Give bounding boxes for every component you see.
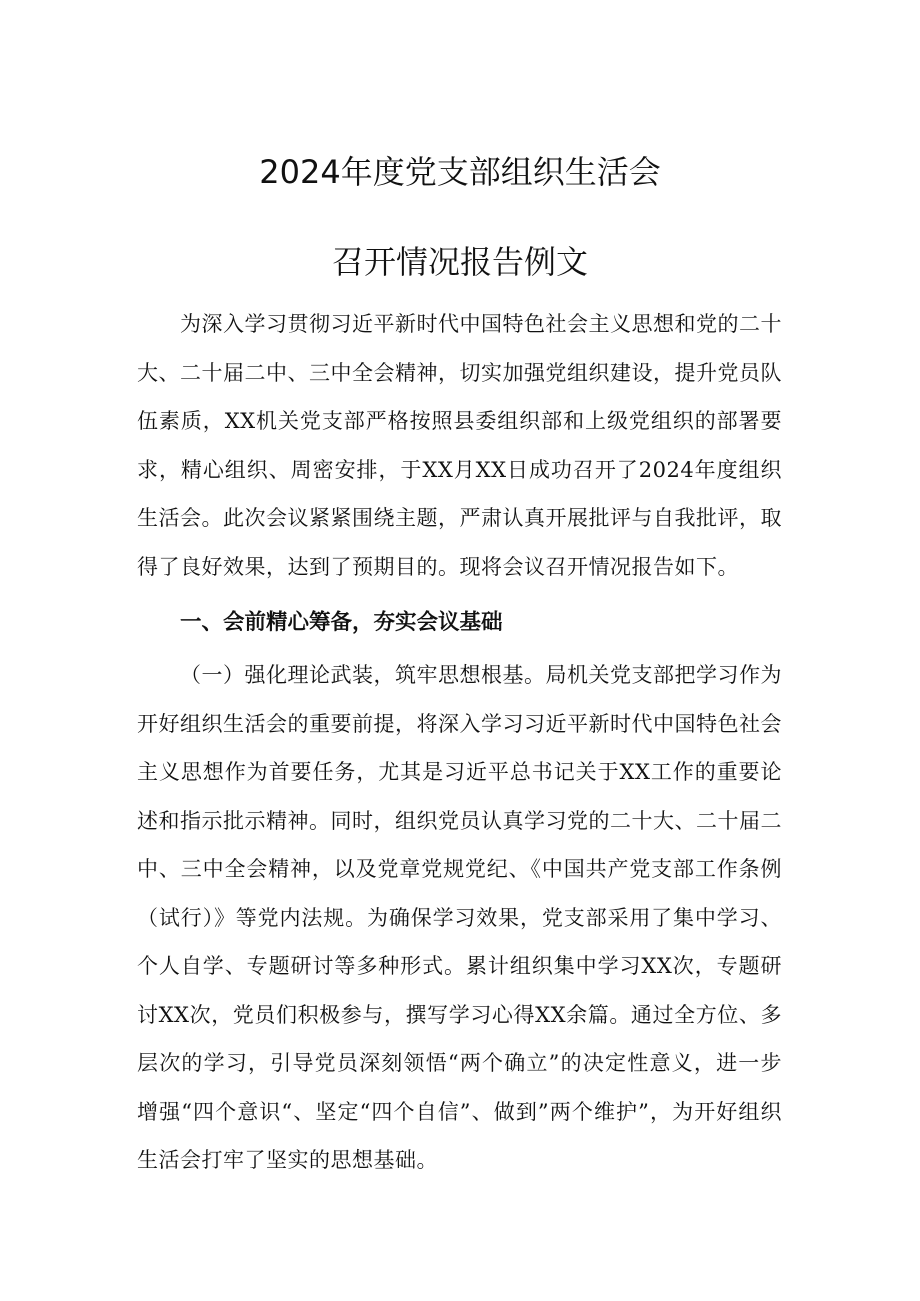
intro-paragraph: 为深入学习贯彻习近平新时代中国特色社会主义思想和党的二十大、二十届二中、三中全会精神，切实加强党组织建设，提升党员队伍素质，XX机关党支部严格按照县委组织部和上级党组织的部署要求，精心组织、周密安排，于XX月XX日成功召开了2024年度组织生活会。此次会议紧紧围绕主题，严肃认真开展批评与自我批评，取得了良好效果，达到了预期目的。现将会议召开情况报告如下。	[137, 312, 782, 579]
section-heading-1: 一、会前精心筹备，夯实会议基础	[180, 610, 503, 635]
document-title-line-2: 召开情况报告例文	[331, 243, 588, 281]
document-title-line-1: 2024年度党支部组织生活会	[259, 153, 661, 191]
section-1-paragraph-1: （一）强化理论武装，筑牢思想根基。局机关党支部把学习作为开好组织生活会的重要前提，将深入学习习近平新时代中国特色社会主义思想作为首要任务，尤其是习近平总书记关于XX工作的重要论述和指示批示精神。同时，组织党员认真学习党的二十大、二十届二中、三中全会精神，以及党章党规党纪、《中国共产党支部工作条例（试行）》等党内法规。为确保学习效果，党支部采用了集中学习、个人自学、专题研讨等多种形式。累计组织集中学习XX次，专题研讨XX次，党员们积极参与，撰写学习心得XX余篇。通过全方位、多层次的学习，引导党员深刻领悟“两个确立”的决定性意义，进一步增强“四个意识“、坚定“四个自信”、做到”两个维护”，为开好组织生活会打牢了坚实的思想基础。	[137, 663, 782, 1172]
